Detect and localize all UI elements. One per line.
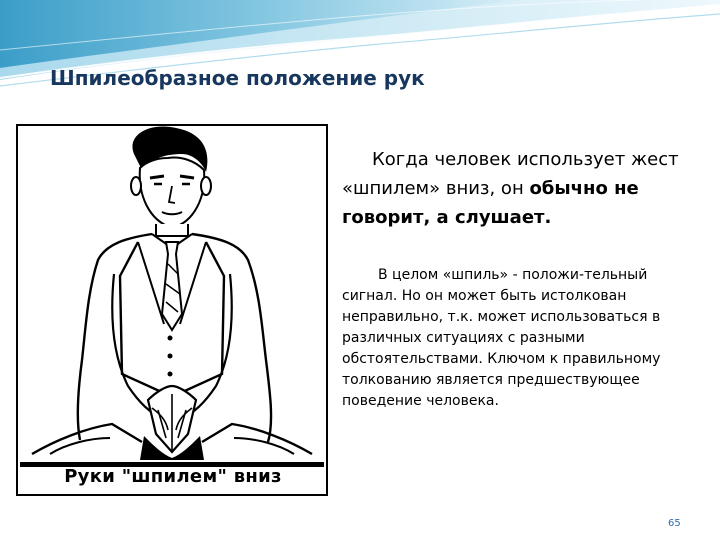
- header-wave-decoration: [0, 0, 720, 110]
- illustration-caption: Руки "шпилем" вниз: [64, 466, 282, 487]
- man-steepled-hands-drawing: [16, 124, 328, 496]
- body-text: В целом «шпиль» - положи-тельный сигнал. Но он может быть истолкован неправильно, т.к. может использоваться в различных ситуациях с разными обстоятельствами. Ключом к правильному толкованию является предшествующее поведение человека.: [342, 267, 661, 409]
- page-number: 65: [668, 518, 681, 529]
- lead-emphasis: обычно не говорит, а слушает.: [342, 178, 639, 228]
- body-paragraph: [342, 265, 702, 412]
- slide-title: Шпилеобразное положение рук: [50, 66, 425, 90]
- lead-text: Когда человек использует жест «шпилем» вниз, он: [342, 149, 679, 199]
- lead-paragraph: [342, 145, 702, 232]
